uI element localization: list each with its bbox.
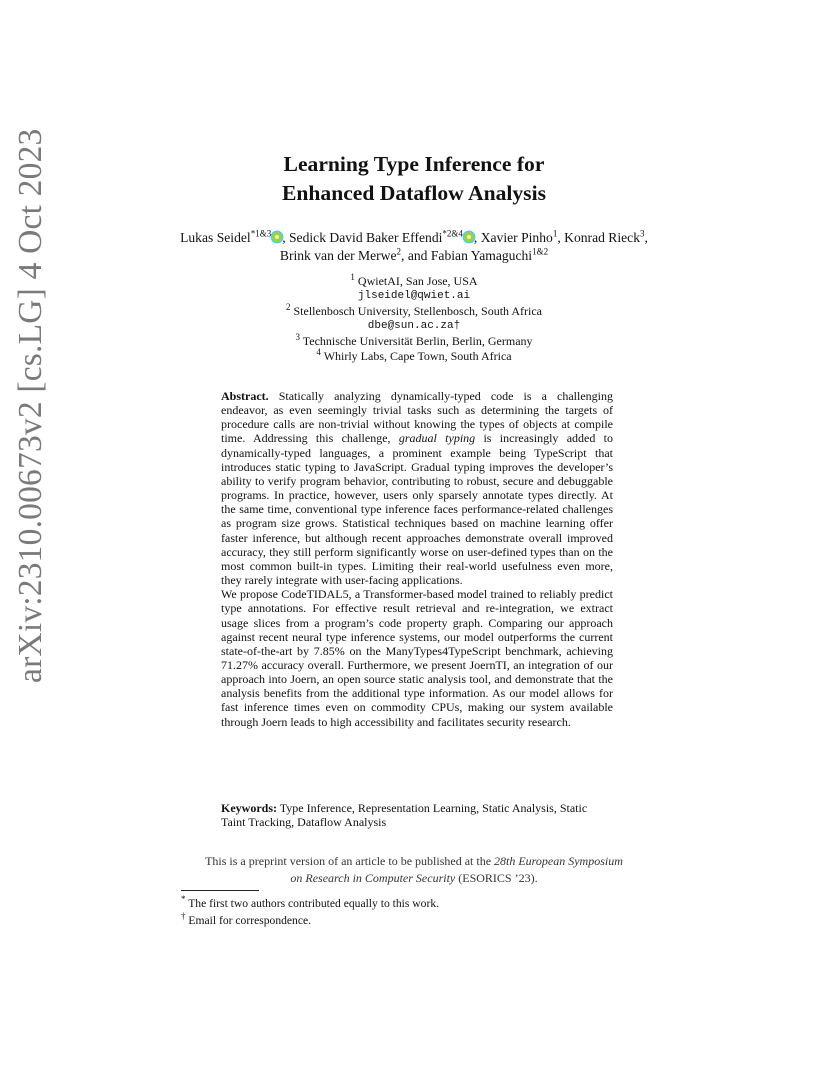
- author-1-affil: *1&3: [250, 228, 272, 239]
- author-separator: ,: [473, 230, 481, 245]
- abstract-text: Statically analyzing dynamically-typed code is a challenging endeavor, as even seemingly trivial tasks such as determining the targets of procedure calls are non-trivial without knowing the types of objects at compile time. Addressing this challenge,: [221, 389, 613, 446]
- author-4: [564, 230, 644, 245]
- keywords-label: Keywords:: [221, 801, 277, 815]
- author-6: [431, 248, 548, 263]
- affiliation-number: 2: [285, 301, 291, 312]
- footnote-1: [181, 896, 439, 913]
- keywords-text: Type Inference, Representation Learning, Static Analysis, Static Taint Tracking, Dataflow Analysis: [221, 801, 588, 830]
- paper-title: [200, 150, 628, 208]
- author-3-name: Xavier Pinho: [480, 230, 553, 245]
- affiliation-number: 4: [316, 346, 321, 357]
- orcid-icon[interactable]: [464, 232, 474, 242]
- affiliation-text: Stellenbosch University, Stellenbosch, South Africa: [293, 303, 543, 318]
- footnote-mark: †: [181, 910, 186, 921]
- author-separator: ,: [557, 230, 565, 245]
- title-line-2: Enhanced Dataflow Analysis: [282, 181, 546, 205]
- footnote-text: The first two authors contributed equally to this work.: [185, 897, 440, 910]
- abstract-text: is increasingly added to dynamically-typed languages, a prominent example being TypeScript that introduces static typing to JavaScript. Gradual typing improves the developer’s ability to verify program behavior, contributing to robust, secure and debuggable programs. In practice, however, users only sparsely annotate types directly. At the same time, conventional type inference faces performance-related challenges as program size grows. Statistical techniques based on machine learning offer faster inference, but although recent approaches demonstrate overall improved accuracy, they still perform significantly worse on user-defined types than on the most common built-in types. Limiting their real-world usefulness even more, they rarely integrate with user-facing applications.: [221, 431, 614, 588]
- author-2: [289, 230, 463, 245]
- author-3-affil: 1: [552, 228, 558, 239]
- footnote-2: [181, 910, 439, 930]
- footnote-text: Email for correspondence.: [185, 913, 312, 927]
- keywords: [221, 801, 613, 829]
- preprint-note-text: (ESORICS ’23).: [455, 871, 538, 885]
- author-3: [481, 230, 558, 245]
- author-2-affil: *2&4: [442, 228, 463, 239]
- abstract-paragraph-2: We propose CodeTIDAL5, a Transformer-based model trained to reliably predict type annotations. For effective result retrieval and re-integration, we extract usage slices from a program’s code property graph. Comparing our approach against recent neural type inference systems, our model outperforms the current state-of-the-art by 7.85% on the ManyTypes4TypeScript benchmark, achieving 71.27% accuracy overall. Furthermore, we present JoernTI, an integration of our approach into Joern, an open source static analysis tool, and demonstrate that the analysis benefits from the additional type information. As our model allows for fast inference times even on commodity CPUs, making our system available through Joern leads to high accessibility and facilitates security research.: [221, 587, 613, 729]
- author-5: [280, 248, 401, 263]
- affiliation-text: Technische Universität Berlin, Berlin, Germany: [302, 333, 533, 348]
- author-5-affil: 2: [396, 246, 402, 257]
- abstract-label: Abstract.: [221, 389, 269, 403]
- author-2-name: Sedick David Baker Effendi: [289, 230, 443, 245]
- author-1: [180, 230, 271, 245]
- author-4-name: Konrad Rieck: [564, 230, 640, 245]
- author-6-affil: 1&2: [532, 246, 549, 257]
- title-line-1: Learning Type Inference for: [283, 152, 545, 176]
- author-5-name: Brink van der Merwe: [279, 248, 397, 263]
- affiliation-text: Whirly Labs, Cape Town, South Africa: [323, 348, 512, 363]
- affiliation-3: [170, 331, 658, 349]
- author-separator-and: , and: [401, 248, 431, 263]
- author-6-name: Fabian Yamaguchi: [430, 248, 533, 263]
- affiliation-2: [170, 301, 658, 319]
- arxiv-identifier-stamp: arXiv:2310.00673v2 [cs.LG] 4 Oct 2023: [12, 128, 49, 683]
- abstract: [221, 389, 613, 729]
- affiliation-list: [170, 274, 658, 363]
- author-4-affil: 3: [640, 228, 645, 239]
- footnote-mark: *: [181, 894, 186, 905]
- author-separator: ,: [282, 230, 289, 245]
- affiliation-number: 3: [295, 331, 300, 342]
- author-1-name: Lukas Seidel: [180, 230, 251, 245]
- affiliation-1: [170, 274, 658, 289]
- abstract-paragraph-1: [221, 389, 613, 587]
- affiliation-text: QwietAI, San Jose, USA: [357, 274, 478, 288]
- preprint-note: [200, 853, 628, 887]
- affiliation-4: [170, 346, 658, 364]
- author-list: [170, 229, 658, 265]
- footnotes: [181, 896, 439, 929]
- email-1[interactable]: jlseidel@qwiet.ai: [357, 289, 471, 302]
- orcid-icon[interactable]: [272, 232, 282, 242]
- preprint-venue: 28th European Symposium on Research in Computer Security: [290, 854, 623, 885]
- email-2[interactable]: dbe@sun.ac.za†: [367, 319, 461, 332]
- affiliation-number: 1: [350, 272, 355, 282]
- author-separator: ,: [644, 230, 648, 245]
- footnote-divider: [181, 890, 259, 891]
- abstract-emphasis: gradual typing: [398, 431, 476, 446]
- preprint-note-text: This is a preprint version of an article to be published at the: [205, 854, 495, 868]
